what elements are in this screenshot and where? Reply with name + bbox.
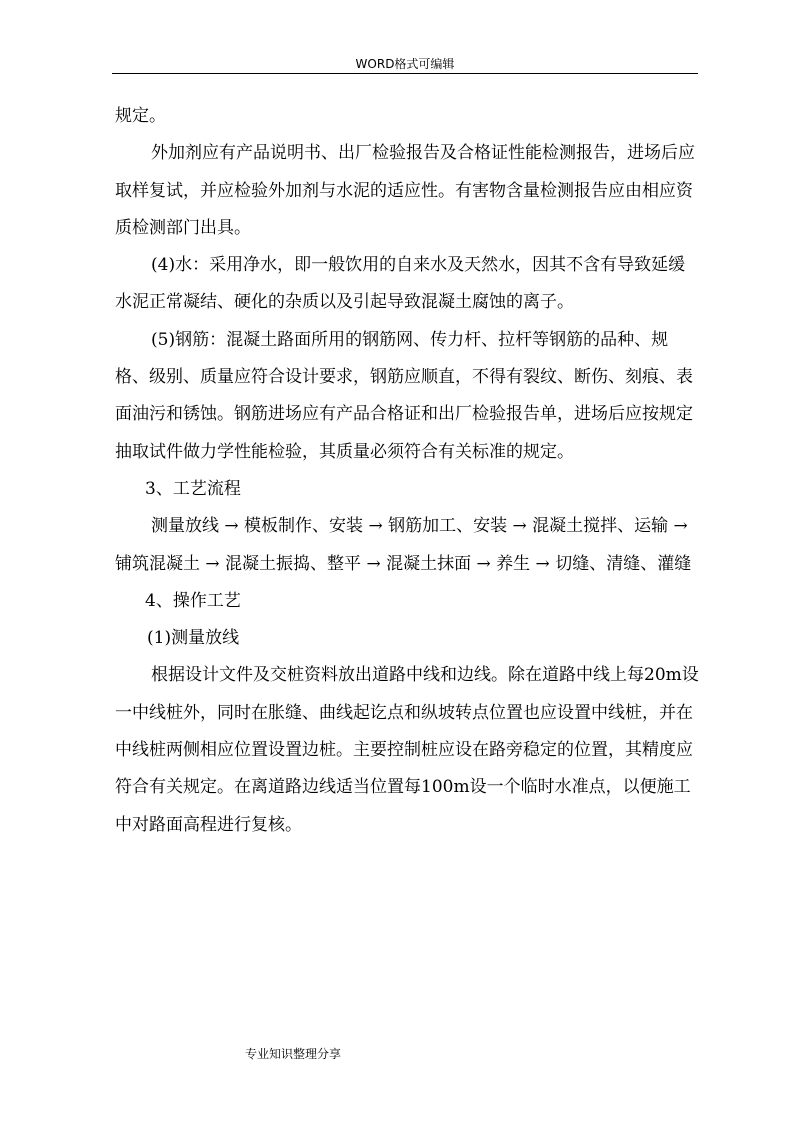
page-header: WORD格式可编辑 <box>355 57 455 71</box>
paragraph-regulation-end: 规定。 <box>115 106 166 126</box>
section-heading-process-flow: 3、工艺流程 <box>145 478 241 499</box>
header-rule <box>112 73 698 74</box>
paragraph-admixture: 外加剂应有产品说明书、出厂检验报告及合格证性能检测报告，进场后应取样复试，并应检验外加剂与水泥的适应性。有害物含量检测报告应由相应资质检测部门出具。 <box>115 143 695 238</box>
paragraph-water: (4)水：采用净水，即一般饮用的自来水及天然水，因其不含有导致延缓水泥正常凝结、硬化的杂质以及引起导致混凝土腐蚀的离子。 <box>115 255 686 313</box>
paragraph-steel: (5)钢筋：混凝土路面所用的钢筋网、传力杆、拉杆等钢筋的品种、规格、级别、质量应符合设计要求，钢筋应顺直，不得有裂纹、断伤、刻痕、表面油污和锈蚀。钢筋进场应有产品合格证和出厂检验报告单，进场后应按规定抽取试件做力学性能检验，其质量必须符合有关标准的规定。 <box>115 329 693 462</box>
document-body <box>115 98 700 844</box>
subheading-survey: (1)测量放线 <box>147 628 240 649</box>
section-heading-operation: 4、操作工艺 <box>145 590 241 611</box>
page-footer: 专业知识整理分享 <box>245 1047 342 1061</box>
paragraph-process-flow: 测量放线 → 模板制作、安装 → 钢筋加工、安装 → 混凝土搅拌、运输 → 铺筑混凝土 → 混凝土振捣、整平 → 混凝土抹面 → 养生 → 切缝、清缝、灌缝 <box>115 516 692 574</box>
paragraph-survey: 根据设计文件及交桩资料放出道路中线和边线。除在道路中线上每20m设一中线桩外，同时在胀缝、曲线起讫点和纵坡转点位置也应设置中线桩，并在中线桩两侧相应位置设置边桩。主要控制桩应设在路旁稳定的位置，其精度应符合有关规定。在离道路边线适当位置每100m设一个临时水准点，以便施工中对路面高程进行复核。 <box>115 665 699 835</box>
